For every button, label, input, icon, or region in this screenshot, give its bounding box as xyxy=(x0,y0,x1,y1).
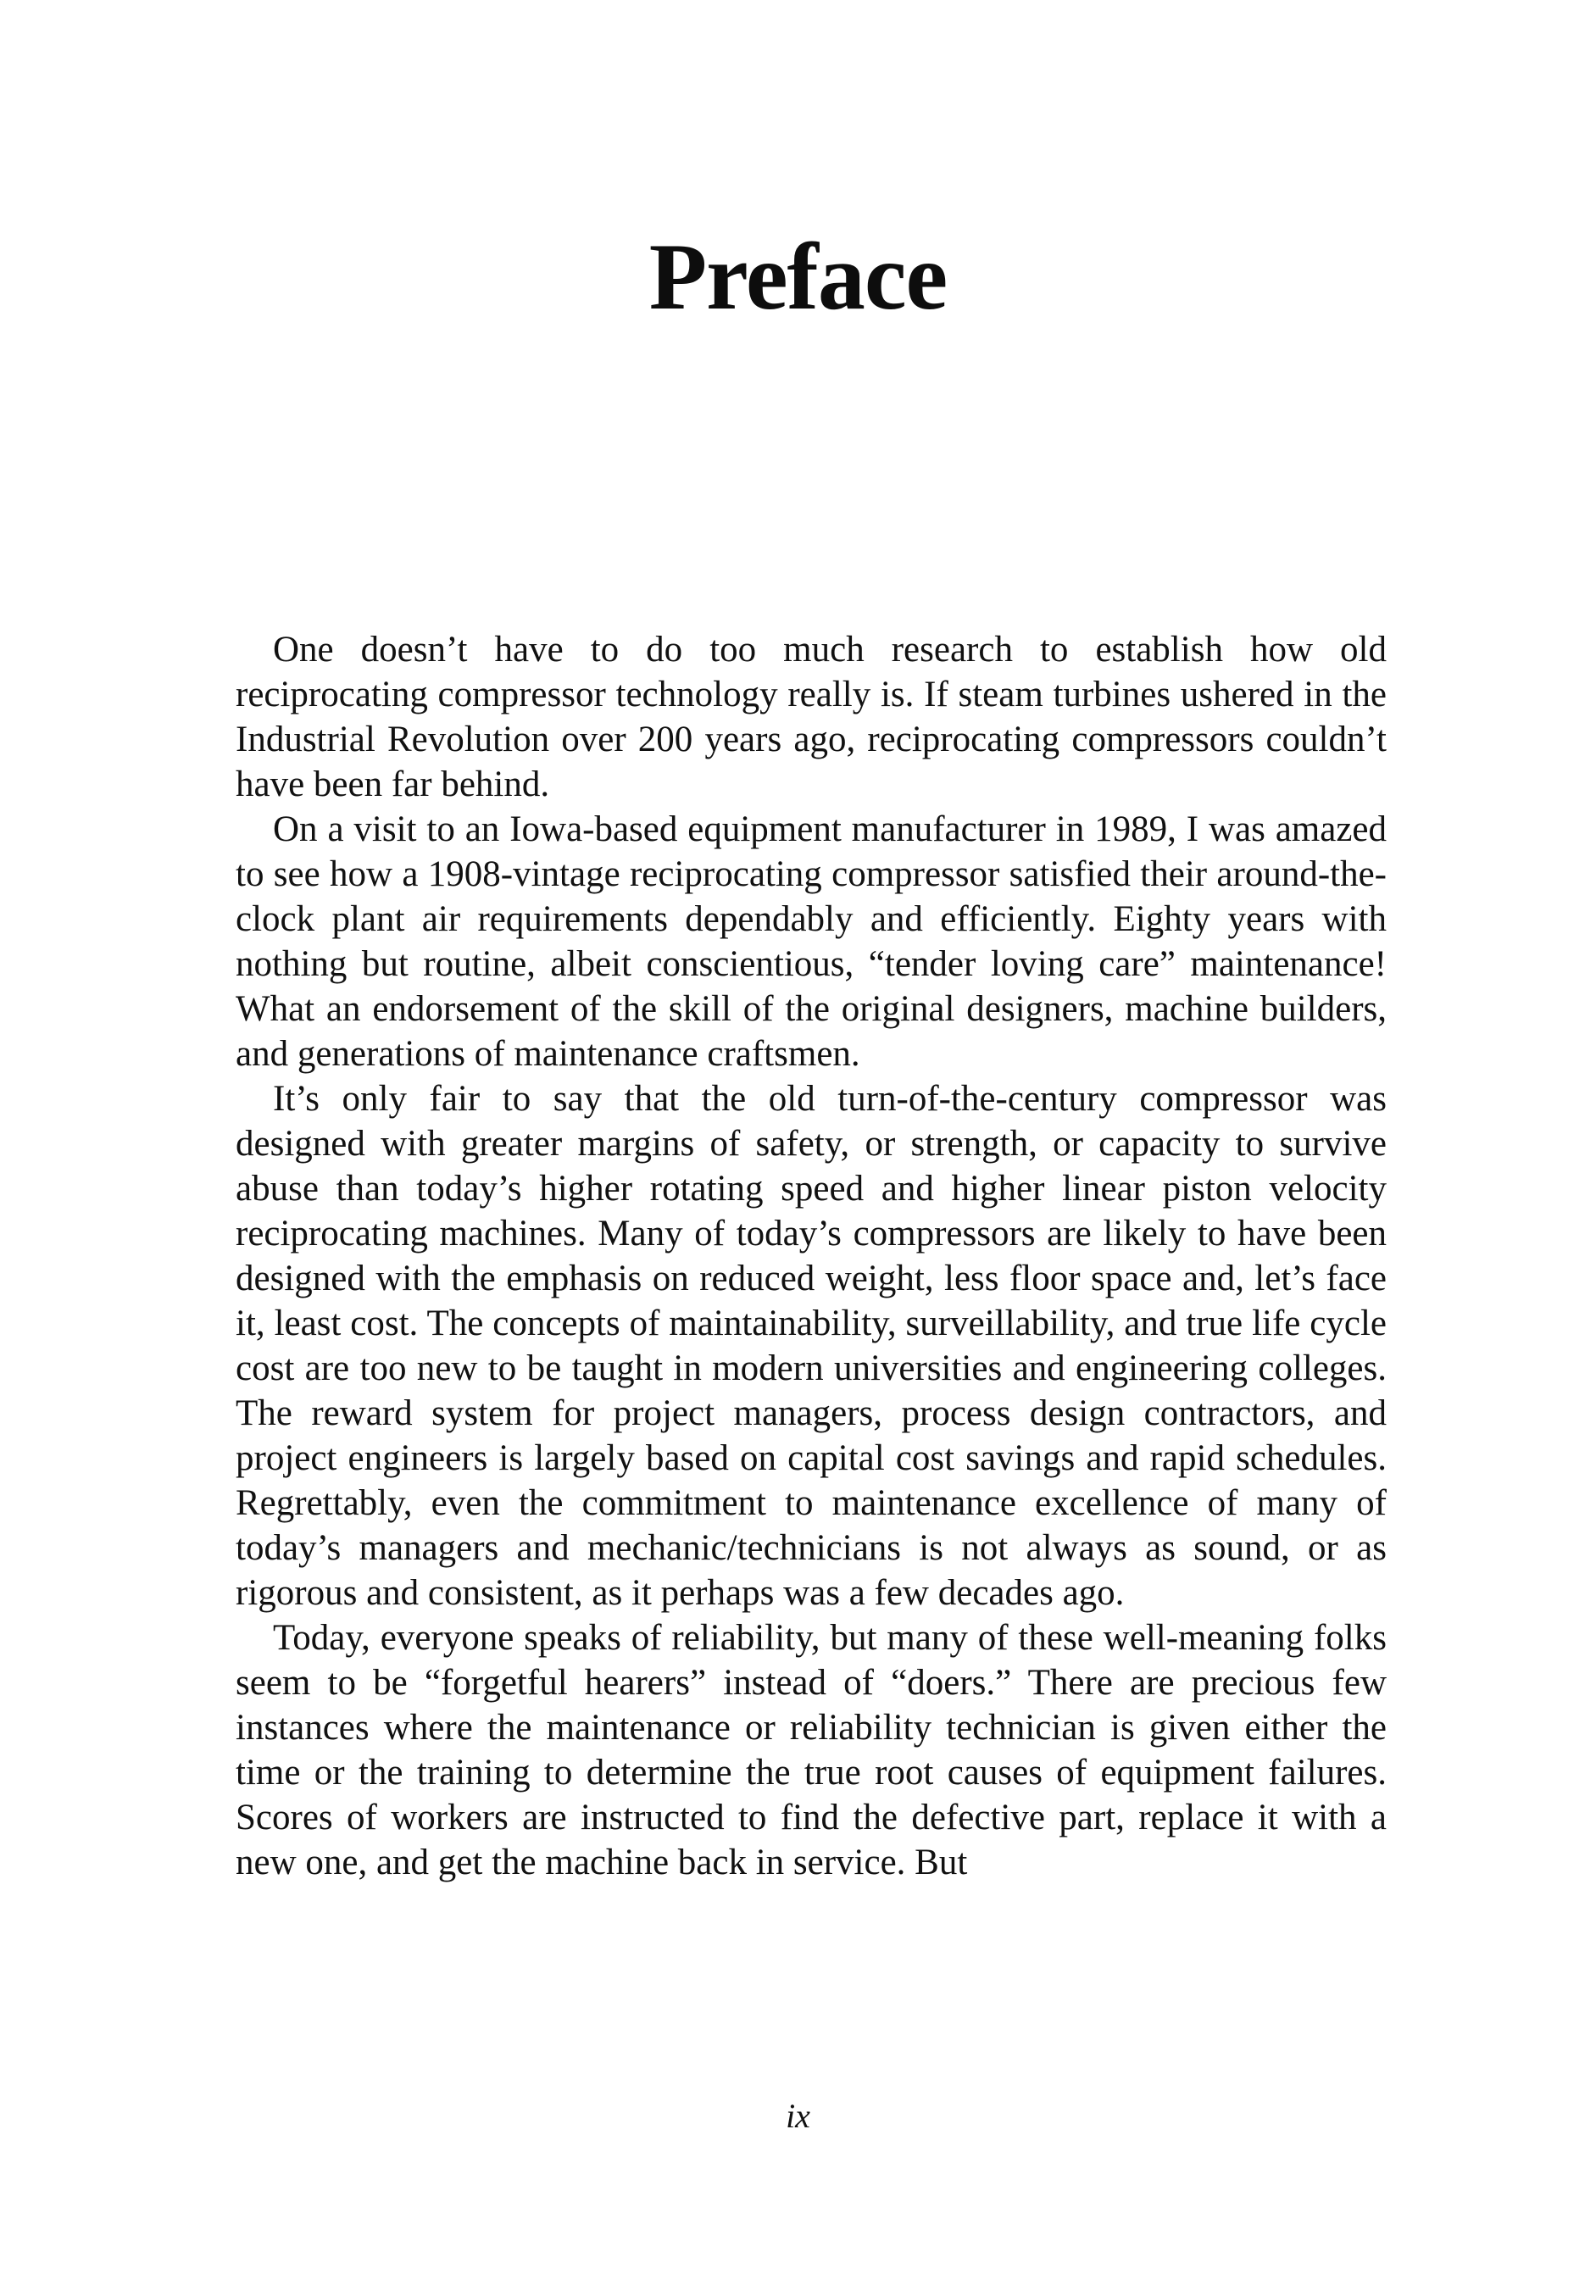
paragraph-4: Today, everyone speaks of reliability, but many of these well-meaning folks seem to be “forgetful hearers” instead of “doers.” There are precious few instances where the maintenance or reliability technician is given either the time or the training to determine the true root causes of equipment failures. Scores of workers are instructed to find the defective part, replace it with a new one, and get the machine back in service. But xyxy=(236,1618,1387,1882)
preface-body xyxy=(236,627,1387,1885)
paragraph-2: On a visit to an Iowa-based equipment manufacturer in 1989, I was amazed to see how a 1908-vintage reciprocating compressor satisfied their around-the-clock plant air requirements dependably and efficiently. Eighty years with nothing but routine, albeit conscientious, “tender loving care” maintenance! What an endorsement of the skill of the original designers, machine builders, and generations of maintenance craftsmen. xyxy=(236,809,1387,1074)
paragraph-3: It’s only fair to say that the old turn-of-the-century compressor was designed with greater margins of safety, or strength, or capacity to survive abuse than today’s higher rotating speed and higher linear piston velocity reciprocating machines. Many of today’s compressors are likely to have been designed with the emphasis on reduced weight, less floor space and, let’s face it, least cost. The concepts of maintainability, surveillability, and true life cycle cost are too new to be taught in modern universities and engineering colleges. The reward system for project managers, process design contractors, and project engineers is largely based on capital cost savings and rapid schedules. Regrettably, even the commitment to maintenance excellence of many of today’s managers and mechanic/technicians is not always as sound, or as rigorous and consistent, as it perhaps was a few decades ago. xyxy=(236,1079,1387,1613)
page-number: ix xyxy=(786,2097,810,2135)
page-title: Preface xyxy=(648,225,948,330)
paragraph-1: One doesn’t have to do too much research to establish how old reciprocating compressor technology really is. If steam turbines ushered in the Industrial Revolution over 200 years ago, reciprocating compressors couldn’t have been far behind. xyxy=(236,630,1387,804)
